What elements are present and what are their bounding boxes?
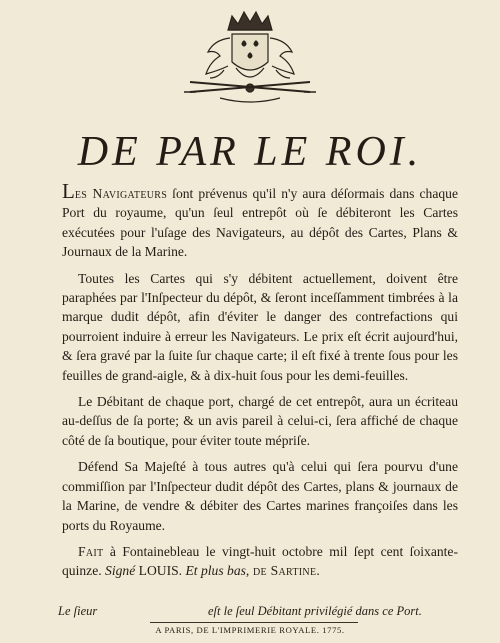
printer-imprint: A PARIS, DE L'IMPRIMERIE ROYALE. 1775. xyxy=(155,625,345,635)
page-title: DE PAR LE ROI. xyxy=(77,129,423,175)
paragraph-1: Les Navigateurs ſont prévenus qu'il n'y aura déſormais dans chaque Port du royaume, qu'un ſeul entrepôt où ſe débiteront les Cartes exécutées pour l'uſage des Navigateurs, au dépôt des Cartes, Plans & Journaux de la Marine. xyxy=(62,179,459,260)
paragraph-5: Fait à Fontainebleau le vingt-huit octobre mil ſept cent ſoixante-quinze. Signé LOUIS. Et plus bas, de Sartine. xyxy=(62,543,458,579)
proclamation-body xyxy=(62,179,459,588)
paragraph-3: Le Débitant de chaque port, chargé de cet entrepôt, aura un écriteau au-deſſus de ſa porte; & un avis pareil à celui-ci, ſera affiché de chaque côté de ſa boutique, pour éviter toute mépriſe. xyxy=(62,394,458,448)
imprint-divider xyxy=(150,622,358,623)
dealer-line-left: Le ſieur xyxy=(58,604,98,618)
drop-cap: L xyxy=(62,179,75,203)
paragraph-4: Défend Sa Majeſté à tous autres qu'à celui qui ſera pourvu d'une commiſſion par l'Inſpecteur dudit dépôt des Cartes, plans & journaux de la Marine, de vendre & débiter des Cartes marines françoiſes dans les ports du Royaume. xyxy=(62,459,458,533)
paragraph-2: Toutes les Cartes qui s'y débitent actuellement, doivent être paraphées par l'Inſpecteur du dépôt, & ſeront inceſſamment timbrées à la marque dudit dépôt, afin d'éviter le danger des contrefactions qui pourroient induire à erreur les Navigateurs. Le prix eſt écrit aujourd'hui, & ſera gravé par la ſuite ſur chaque carte; il eſt fixé à trente ſous pour les feuilles de grand-aigle, & à dix-huit ſous pour les demi-feuilles. xyxy=(62,270,458,383)
royal-coat-of-arms-icon xyxy=(180,8,320,106)
dealer-line xyxy=(58,604,458,619)
dealer-line-right: eſt le ſeul Débitant privilégié dans ce Port. xyxy=(208,604,422,618)
